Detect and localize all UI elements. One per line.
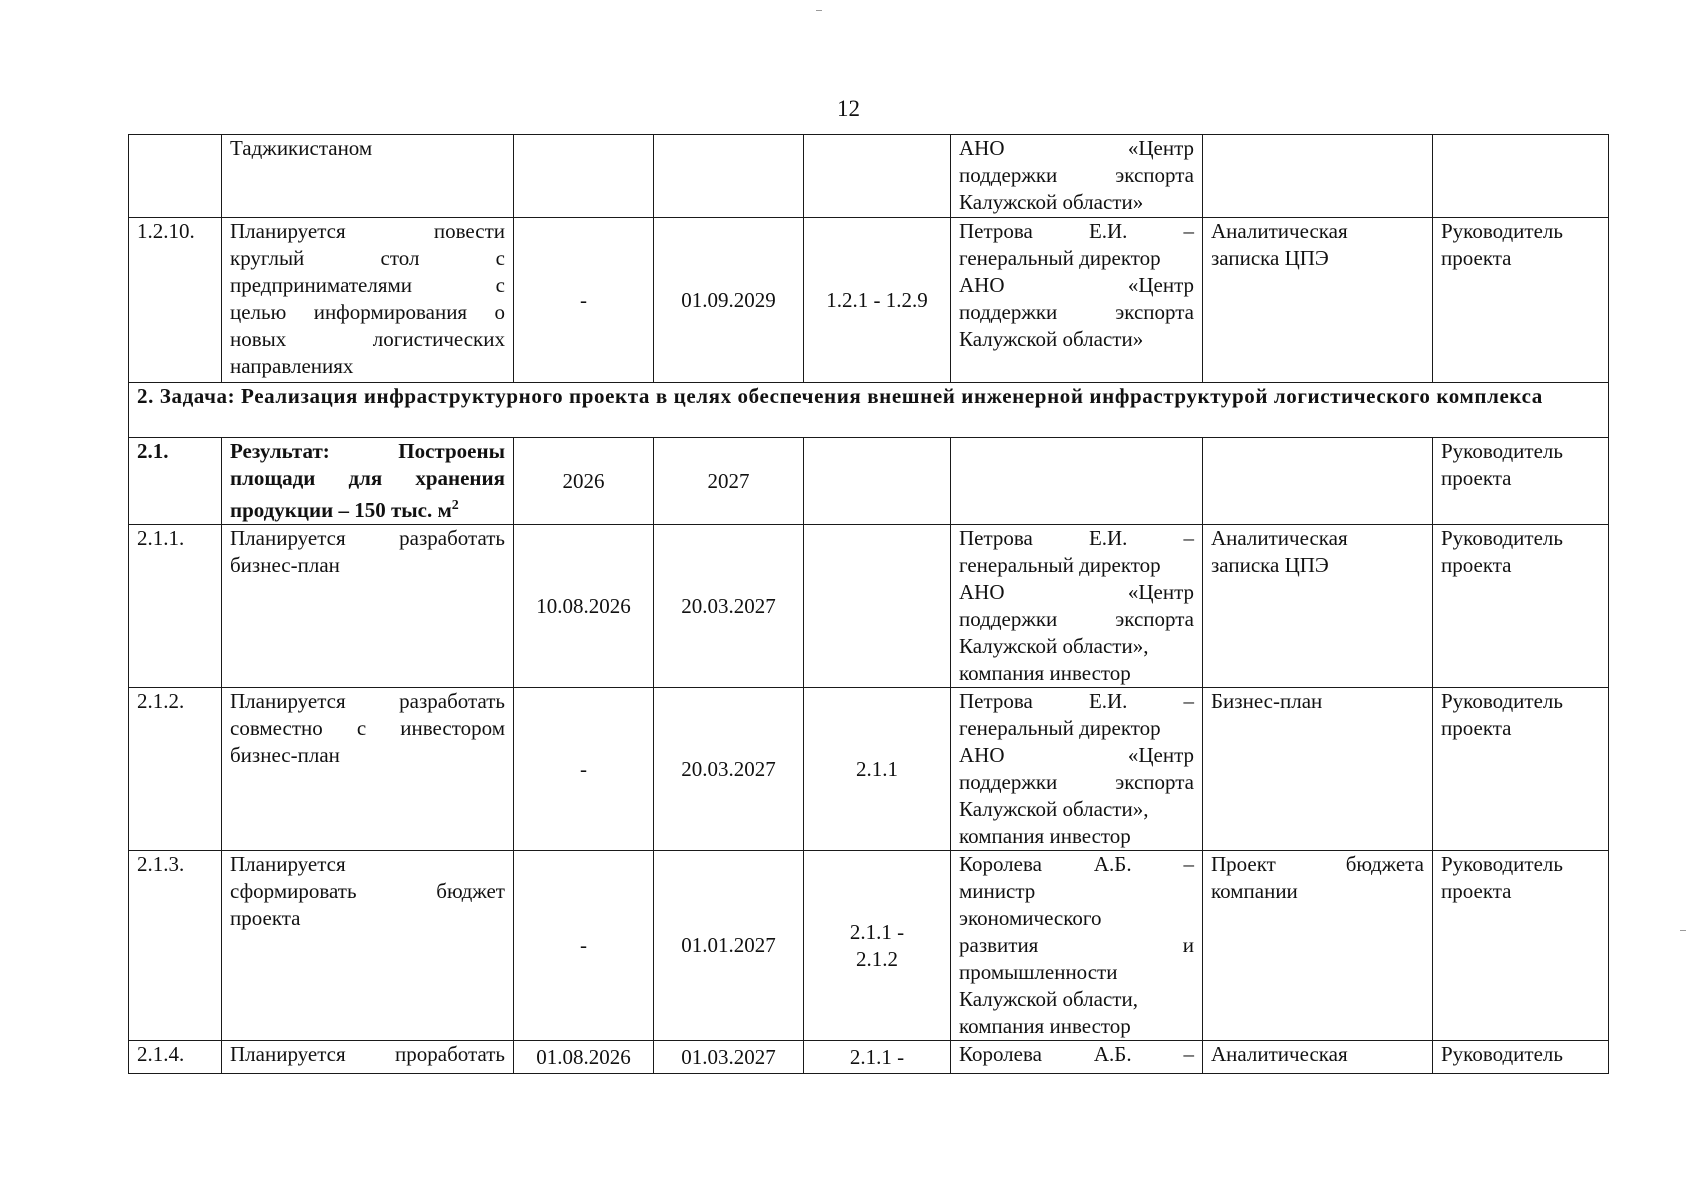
table-row — [129, 1041, 1609, 1074]
dependency-cell — [804, 525, 951, 688]
table-row — [129, 135, 1609, 218]
scan-mark — [816, 10, 822, 11]
end-cell: 2027 — [654, 438, 804, 525]
event-line: круглый стол с — [230, 246, 505, 270]
control-line: Руководитель — [1441, 219, 1563, 243]
result-row — [129, 438, 1609, 525]
responsible-line: компания инвестор — [959, 1014, 1131, 1038]
document-line: записка ЦПЭ — [1211, 553, 1329, 577]
responsible-cell — [951, 1041, 1203, 1074]
result-cell — [222, 438, 514, 525]
table-row — [129, 525, 1609, 688]
responsible-line: развития и — [959, 933, 1194, 957]
event-line: Планируется проработать — [230, 1042, 505, 1066]
dependency-cell — [804, 135, 951, 218]
responsible-line: поддержки экспорта — [959, 163, 1194, 187]
control-line: Руководитель — [1441, 852, 1563, 876]
responsible-cell — [951, 688, 1203, 851]
control-cell — [1433, 1041, 1609, 1074]
start-cell: - — [514, 688, 654, 851]
event-cell — [222, 218, 514, 383]
document-line: Проект бюджета — [1211, 852, 1424, 876]
control-cell — [1433, 218, 1609, 383]
responsible-line: Петрова Е.И. – — [959, 689, 1194, 713]
responsible-cell — [951, 438, 1203, 525]
event-line: Планируется разработать — [230, 689, 505, 713]
responsible-line: генеральный директор — [959, 246, 1161, 270]
control-line: проекта — [1441, 716, 1512, 740]
document-line: Аналитическая — [1211, 526, 1348, 550]
end-cell: 01.01.2027 — [654, 851, 804, 1041]
event-cell — [222, 688, 514, 851]
document-cell — [1203, 525, 1433, 688]
responsible-line: экономического — [959, 906, 1102, 930]
document-cell — [1203, 1041, 1433, 1074]
table-row — [129, 688, 1609, 851]
dependency-cell: 1.2.1 - 1.2.9 — [804, 218, 951, 383]
control-line: Руководитель — [1441, 1042, 1563, 1066]
responsible-line: АНО «Центр — [959, 743, 1194, 767]
responsible-line: поддержки экспорта — [959, 770, 1194, 794]
event-line: Планируется повести — [230, 219, 505, 243]
responsible-line: АНО «Центр — [959, 273, 1194, 297]
event-cell — [222, 1041, 514, 1074]
end-cell — [654, 135, 804, 218]
end-cell: 01.09.2029 — [654, 218, 804, 383]
document-cell — [1203, 135, 1433, 218]
superscript: 2 — [451, 498, 459, 513]
row-id-cell: 2.1.1. — [129, 525, 222, 688]
result-line: площади для хранения — [230, 466, 505, 490]
start-cell: 01.08.2026 — [514, 1041, 654, 1074]
responsible-line: министр — [959, 879, 1036, 903]
dependency-cell — [804, 851, 951, 1041]
result-line — [230, 492, 505, 524]
dependency-cell — [804, 438, 951, 525]
responsible-line: Королева А.Б. – — [959, 852, 1194, 876]
start-cell: 10.08.2026 — [514, 525, 654, 688]
dependency-cell: 2.1.1 — [804, 688, 951, 851]
document-cell — [1203, 851, 1433, 1041]
task-heading: 2. Задача: Реализация инфраструктурного проекта в целях обеспечения внешней инженерной инфраструктурой логистического комплекса — [129, 383, 1609, 438]
responsible-line: Калужской области», — [959, 634, 1149, 658]
event-line: проекта — [230, 906, 301, 930]
start-cell: - — [514, 851, 654, 1041]
row-id-cell — [129, 135, 222, 218]
responsible-cell — [951, 218, 1203, 383]
control-line: проекта — [1441, 553, 1512, 577]
event-line: Планируется — [230, 852, 346, 876]
task-row — [129, 383, 1609, 438]
table-row — [129, 218, 1609, 383]
plan-table — [128, 134, 1609, 1074]
responsible-line: АНО «Центр — [959, 580, 1194, 604]
dependency-line: 2.1.1 - — [849, 919, 905, 944]
document-cell — [1203, 218, 1433, 383]
responsible-line: Калужской области, — [959, 987, 1138, 1011]
control-cell — [1433, 525, 1609, 688]
responsible-line: поддержки экспорта — [959, 607, 1194, 631]
document-line: Бизнес-план — [1211, 689, 1323, 713]
responsible-line: Калужской области», — [959, 797, 1149, 821]
event-cell — [222, 851, 514, 1041]
control-line: проекта — [1441, 466, 1512, 490]
scan-mark — [1680, 930, 1686, 931]
control-cell — [1433, 851, 1609, 1041]
result-line-text: продукции – 150 тыс. м — [230, 498, 452, 522]
row-id-cell: 1.2.10. — [129, 218, 222, 383]
row-id-cell: 2.1.3. — [129, 851, 222, 1041]
control-line: Руководитель — [1441, 689, 1563, 713]
responsible-line: Королева А.Б. – — [959, 1042, 1194, 1066]
responsible-line: поддержки экспорта — [959, 300, 1194, 324]
control-line: проекта — [1441, 246, 1512, 270]
event-line: бизнес-план — [230, 743, 340, 767]
event-line: целью информирования о — [230, 300, 505, 324]
responsible-line: компания инвестор — [959, 824, 1131, 848]
responsible-line: Петрова Е.И. – — [959, 526, 1194, 550]
responsible-line: генеральный директор — [959, 716, 1161, 740]
event-line: совместно с инвестором — [230, 716, 505, 740]
event-line: направлениях — [230, 354, 354, 378]
responsible-line: Петрова Е.И. – — [959, 219, 1194, 243]
document-line: записка ЦПЭ — [1211, 246, 1329, 270]
control-cell — [1433, 688, 1609, 851]
document-line: компании — [1211, 879, 1298, 903]
row-id-cell: 2.1. — [129, 438, 222, 525]
row-id-cell: 2.1.4. — [129, 1041, 222, 1074]
event-cell — [222, 525, 514, 688]
end-cell: 20.03.2027 — [654, 525, 804, 688]
end-cell: 01.03.2027 — [654, 1041, 804, 1074]
result-line: Результат: Построены — [230, 439, 505, 463]
control-cell — [1433, 135, 1609, 218]
document-line: Аналитическая — [1211, 1042, 1348, 1066]
event-line: сформировать бюджет — [230, 879, 505, 903]
event-line: новых логистических — [230, 327, 505, 351]
responsible-cell — [951, 851, 1203, 1041]
control-line: Руководитель — [1441, 439, 1563, 463]
responsible-line: АНО «Центр — [959, 136, 1194, 160]
control-cell — [1433, 438, 1609, 525]
event-line: предпринимателями с — [230, 273, 505, 297]
document-line: Аналитическая — [1211, 219, 1348, 243]
responsible-cell — [951, 135, 1203, 218]
responsible-line: Калужской области» — [959, 190, 1144, 214]
responsible-line: компания инвестор — [959, 661, 1131, 685]
event-line: Таджикистаном — [230, 136, 373, 160]
responsible-line: промышленности — [959, 960, 1118, 984]
dependency-line: 2.1.2 — [856, 946, 898, 971]
row-id-cell: 2.1.2. — [129, 688, 222, 851]
event-line: Планируется разработать — [230, 526, 505, 550]
event-line: бизнес-план — [230, 553, 340, 577]
responsible-line: Калужской области» — [959, 327, 1144, 351]
document-cell — [1203, 438, 1433, 525]
page-number: 12 — [837, 96, 860, 121]
start-cell — [514, 135, 654, 218]
dependency-cell: 2.1.1 - — [804, 1041, 951, 1074]
document-cell — [1203, 688, 1433, 851]
control-line: Руководитель — [1441, 526, 1563, 550]
responsible-cell — [951, 525, 1203, 688]
start-cell: - — [514, 218, 654, 383]
responsible-line: генеральный директор — [959, 553, 1161, 577]
start-cell: 2026 — [514, 438, 654, 525]
table-row — [129, 851, 1609, 1041]
event-cell — [222, 135, 514, 218]
end-cell: 20.03.2027 — [654, 688, 804, 851]
control-line: проекта — [1441, 879, 1512, 903]
